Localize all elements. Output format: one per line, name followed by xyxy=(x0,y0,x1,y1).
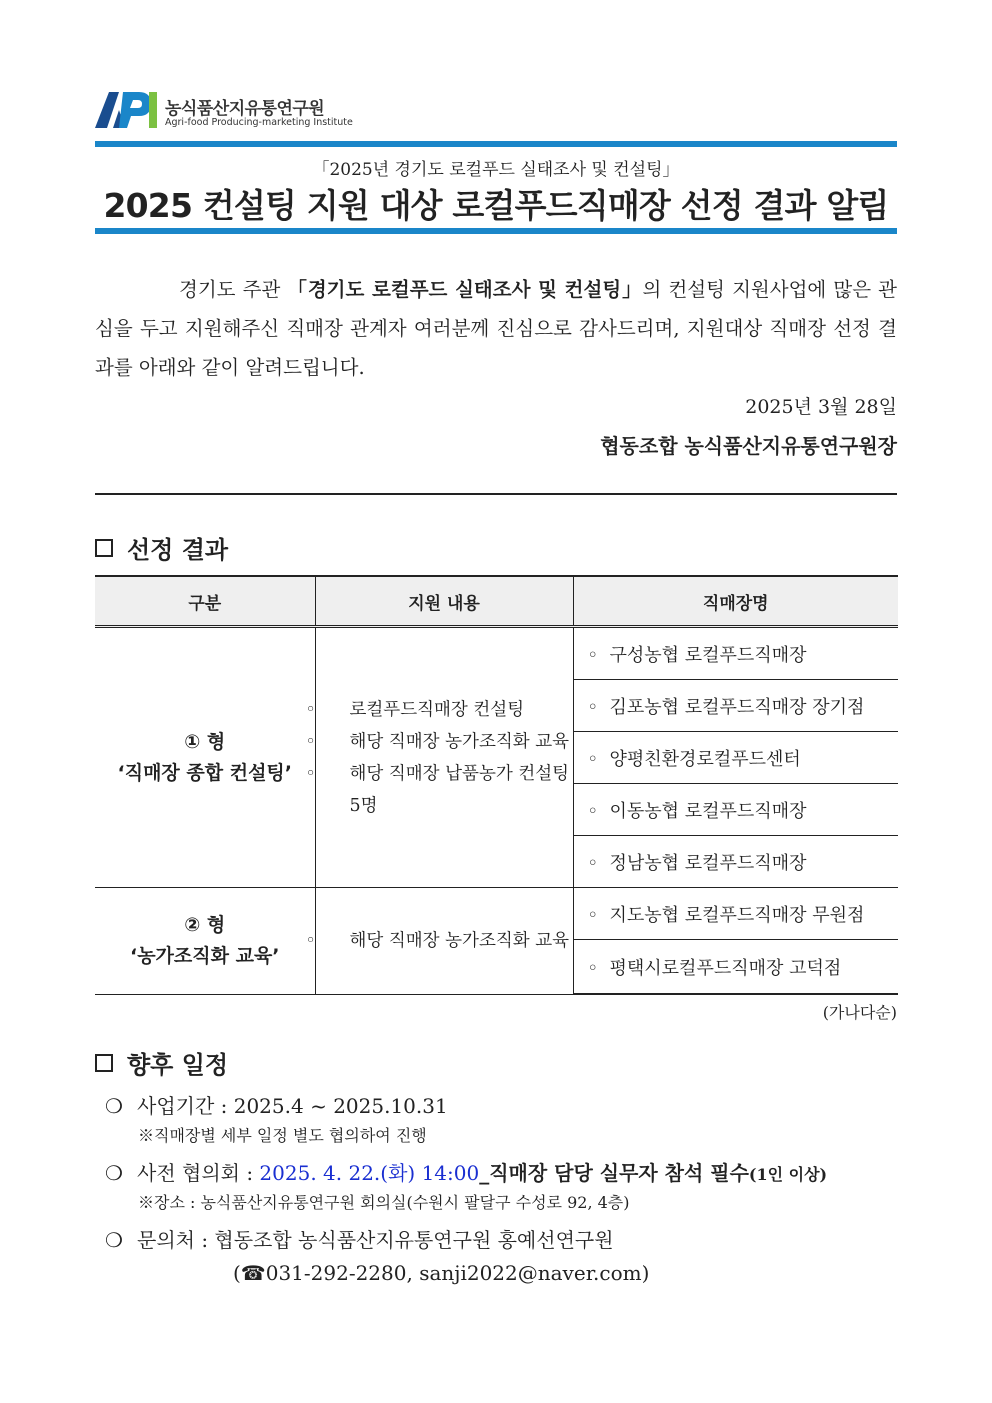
checkbox-square-icon xyxy=(95,1054,113,1072)
doc-subtitle: 「2025년 경기도 로컬푸드 실태조사 및 컨설팅」 xyxy=(312,160,680,180)
header-support-content: 지원 내용 xyxy=(315,576,573,627)
doc-title: 2025 컨설팅 지원 대상 로컬푸드직매장 선정 결과 알림 xyxy=(103,186,889,225)
selection-table xyxy=(95,575,898,995)
store-cell: ◦ 지도농협 로컬푸드직매장 무원점 xyxy=(573,888,898,940)
header-top-bar xyxy=(95,141,897,147)
schedule-meeting: ❍ 사전 협의회 : 2025. 4. 22.(화) 14:00_직매장 담당 실무자 참석 필수(1인 이상) xyxy=(105,1161,828,1185)
meeting-note: ※장소 : 농식품산지유통연구원 회의실(수원시 팔달구 수성로 92, 4층) xyxy=(138,1193,630,1212)
circle-bullet-icon: ❍ xyxy=(105,1161,123,1185)
checkbox-square-icon xyxy=(95,539,113,557)
logo-subtitle: Agri-food Producing-marketing Institute xyxy=(165,117,353,128)
header-category: 구분 xyxy=(95,576,315,627)
intro-project-name: 「경기도 로컬푸드 실태조사 및 컨설팅」 xyxy=(287,278,643,301)
doc-signer: 협동조합 농식품산지유통연구원장 xyxy=(600,434,897,458)
table-row xyxy=(95,627,898,680)
list-item: ◦ 로컬푸드직매장 컨설팅 xyxy=(305,699,525,720)
list-item: ◦ 해당 직매장 농가조직화 교육 xyxy=(305,731,570,752)
header-store-name: 직매장명 xyxy=(573,576,898,627)
table-header-row xyxy=(95,576,898,627)
type1-content xyxy=(305,627,573,888)
period-note: ※직매장별 세부 일정 별도 협의하여 진행 xyxy=(138,1126,427,1145)
logo-name: 농식품산지유통연구원 xyxy=(165,99,325,119)
store-cell: ◦ 김포농협 로컬푸드직매장 장기점 xyxy=(573,680,898,732)
schedule-period: ❍ 사업기간 : 2025.4 ~ 2025.10.31 xyxy=(105,1094,448,1118)
type1-cell: ① 형 ‘직매장 종합 컨설팅’ xyxy=(95,627,315,888)
store-cell: ◦ 구성농협 로컬푸드직매장 xyxy=(573,627,898,680)
doc-date: 2025년 3월 28일 xyxy=(745,396,897,418)
store-cell: ◦ 이동농협 로컬푸드직매장 xyxy=(573,784,898,836)
circle-bullet-icon: ❍ xyxy=(105,1094,123,1118)
meeting-date: 2025. 4. 22.(화) 14:00 xyxy=(259,1161,480,1185)
store-cell: ◦ 양평친환경로컬푸드센터 xyxy=(573,732,898,784)
list-item: ◦ 해당 직매장 농가조직화 교육 xyxy=(305,930,570,951)
store-cell: ◦ 정남농협 로컬푸드직매장 xyxy=(573,836,898,888)
store-cell: ◦ 평택시로컬푸드직매장 고덕점 xyxy=(573,940,898,995)
section-selection-result: 선정 결과 xyxy=(95,530,228,565)
list-item: ◦ 해당 직매장 납품농가 컨설팅 5명 xyxy=(305,763,570,816)
type2-content xyxy=(305,888,573,995)
divider xyxy=(95,493,897,495)
type2-cell: ② 형 ‘농가조직화 교육’ xyxy=(95,888,315,995)
schedule-contact: ❍ 문의처 : 협동조합 농식품산지유통연구원 홍예선연구원 xyxy=(105,1228,614,1252)
order-note: (가나다순) xyxy=(822,1003,897,1022)
circle-bullet-icon: ❍ xyxy=(105,1228,123,1252)
intro-paragraph: 경기도 주관 「경기도 로컬푸드 실태조사 및 컨설팅」의 컨설팅 지원사업에 많은 관심을 두고 지원해주신 직매장 관계자 여러분께 진심으로 감사드리며, 지원대상 직매장 선정 결과를 아래와 같이 알려드립니다. xyxy=(95,278,897,379)
contact-detail: (☎031-292-2280, sanji2022@naver.com) xyxy=(233,1261,650,1285)
section-schedule: 향후 일정 xyxy=(95,1045,228,1080)
api-logo-icon xyxy=(95,90,159,130)
table-row xyxy=(95,888,898,940)
header-bottom-bar xyxy=(95,228,897,234)
